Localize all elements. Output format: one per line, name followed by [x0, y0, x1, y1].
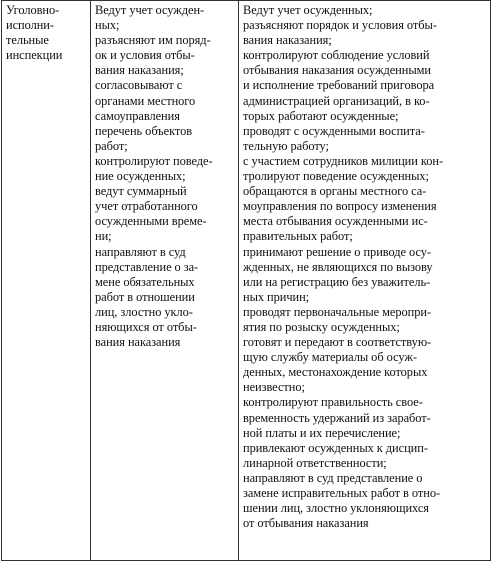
correctional-work-cell — [239, 1, 491, 561]
mandatory-work-duties-text: Ведут учет осужден- ных; разъясняют им поряд- ок и условия отбы- вания наказания; согласовывают с органами местного самоуправления перечень объектов работ; контролируют поведе- ние осужденных; ведут суммарный учет отработанного осужденными време- ни; направляют в суд представление о за- мене обязательных работ в отношении лиц, злостно укло- няющихся от отбы- вания наказания — [95, 3, 213, 350]
body-name-text: Уголовно- исполни- тельные инспекции — [6, 3, 63, 63]
penalty-execution-table — [1, 0, 491, 561]
table-row — [2, 1, 491, 561]
mandatory-work-cell — [91, 1, 239, 561]
body-cell — [2, 1, 91, 561]
correctional-work-duties-text: Ведут учет осужденных; разъясняют порядок и условия отбы- вания наказания; контролируют соблюдение условий отбывания наказания осужденными и исполнение требований приговора администрацией организаций, в ко- торых работают осужденные; проводят с осужденными воспита- тельную работу; с участием сотрудников милиции кон- тролируют поведение осужденных; обращаются в органы местного са- моуправления по вопросу изменения места отбывания осужденными ис- правительных работ; принимают решение о приводе осу- жденных, не являющихся по вызову или на регистрацию без уважитель- ных причин; проводят первоначальные меропри- ятия по розыску осужденных; готовят и передают в соответствую- щую службу материалы об осуж- денных, местонахождение которых неизвестно; контролируют правильность свое- временность удержаний из заработ- ной платы и их перечисление; привлекают осужденных к дисцип- линарной ответственности; направляют в суд представление о замене исправительных работ в отно- шении лиц, злостно уклоняющихся от отбывания наказания — [243, 3, 444, 531]
